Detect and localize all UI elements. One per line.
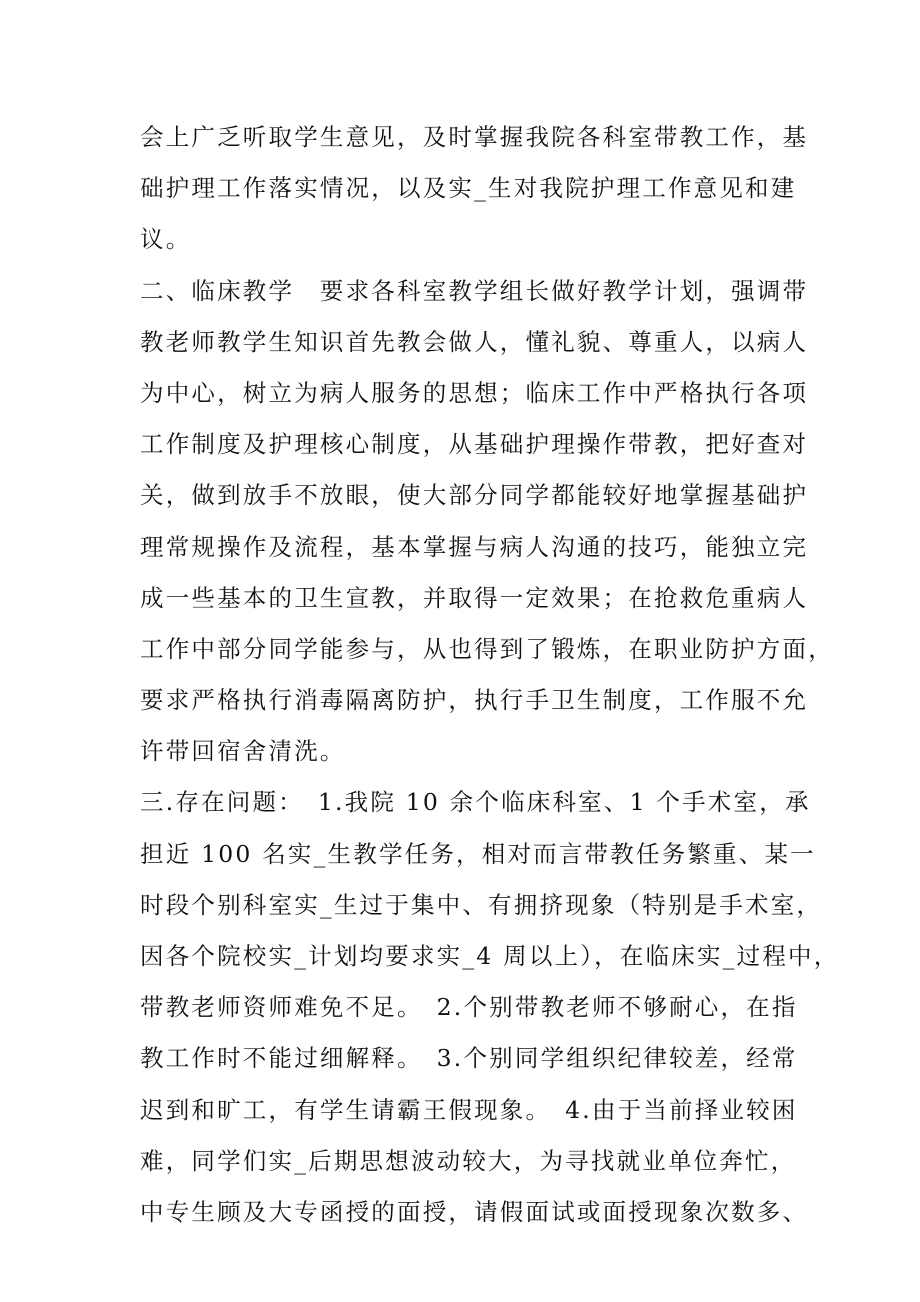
text-line: 迟到和旷工，有学生请霸王假现象。 4.由于当前择业较困: [140, 1095, 798, 1124]
text-line: 因各个院校实_计划均要求实_4 周以上），在临床实_过程中，: [140, 942, 840, 970]
text-line: 带教老师资师难免不足。 2.个别带教老师不够耐心，在指: [140, 993, 798, 1022]
text-line: 要求严格执行消毒隔离防护，执行手卫生制度，工作服不允: [140, 686, 809, 715]
text-line: 工作制度及护理核心制度，从基础护理操作带教，把好查对: [140, 430, 809, 459]
section-heading-line: 三.存在问题： 1.我院 10 余个临床科室、1 个手术室，承: [140, 788, 811, 817]
text-line: 议。: [140, 225, 192, 254]
text-line: 时段个别科室实_生过于集中、有拥挤现象（特别是手术室，: [140, 890, 823, 919]
text-line: 教工作时不能过细解释。 3.个别同学组织纪律较差，经常: [140, 1044, 798, 1073]
text-line: 难，同学们实_后期思想波动较大，为寻找就业单位奔忙，: [140, 1146, 797, 1175]
text-line: 工作中部分同学能参与，从也得到了锻炼，在职业防护方面，: [140, 634, 834, 663]
text-line: 为中心，树立为病人服务的思想；临床工作中严格执行各项: [140, 378, 809, 407]
text-line: 担近 100 名实_生教学任务，相对而言带教任务繁重、某一: [140, 839, 816, 868]
text-line: 础护理工作落实情况，以及实_生对我院护理工作意见和建: [140, 174, 797, 203]
text-line: 许带回宿舍清洗。: [140, 737, 346, 766]
text-line: 理常规操作及流程，基本掌握与病人沟通的技巧，能独立完: [140, 532, 809, 561]
text-line: 关，做到放手不放眼，使大部分同学都能较好地掌握基础护: [140, 481, 809, 510]
text-line: 会上广乏听取学生意见，及时掌握我院各科室带教工作，基: [140, 123, 809, 151]
section-heading-line: 二、临床教学 要求各科室教学组长做好教学计划，强调带: [140, 276, 809, 305]
text-line: 成一些基本的卫生宣教，并取得一定效果；在抢救危重病人: [140, 583, 809, 612]
text-line: 教老师教学生知识首先教会做人，懂礼貌、尊重人，以病人: [140, 327, 809, 356]
body-text: [140, 112, 840, 1238]
text-line: 中专生顾及大专函授的面授，请假面试或面授现象次数多、: [140, 1197, 809, 1226]
